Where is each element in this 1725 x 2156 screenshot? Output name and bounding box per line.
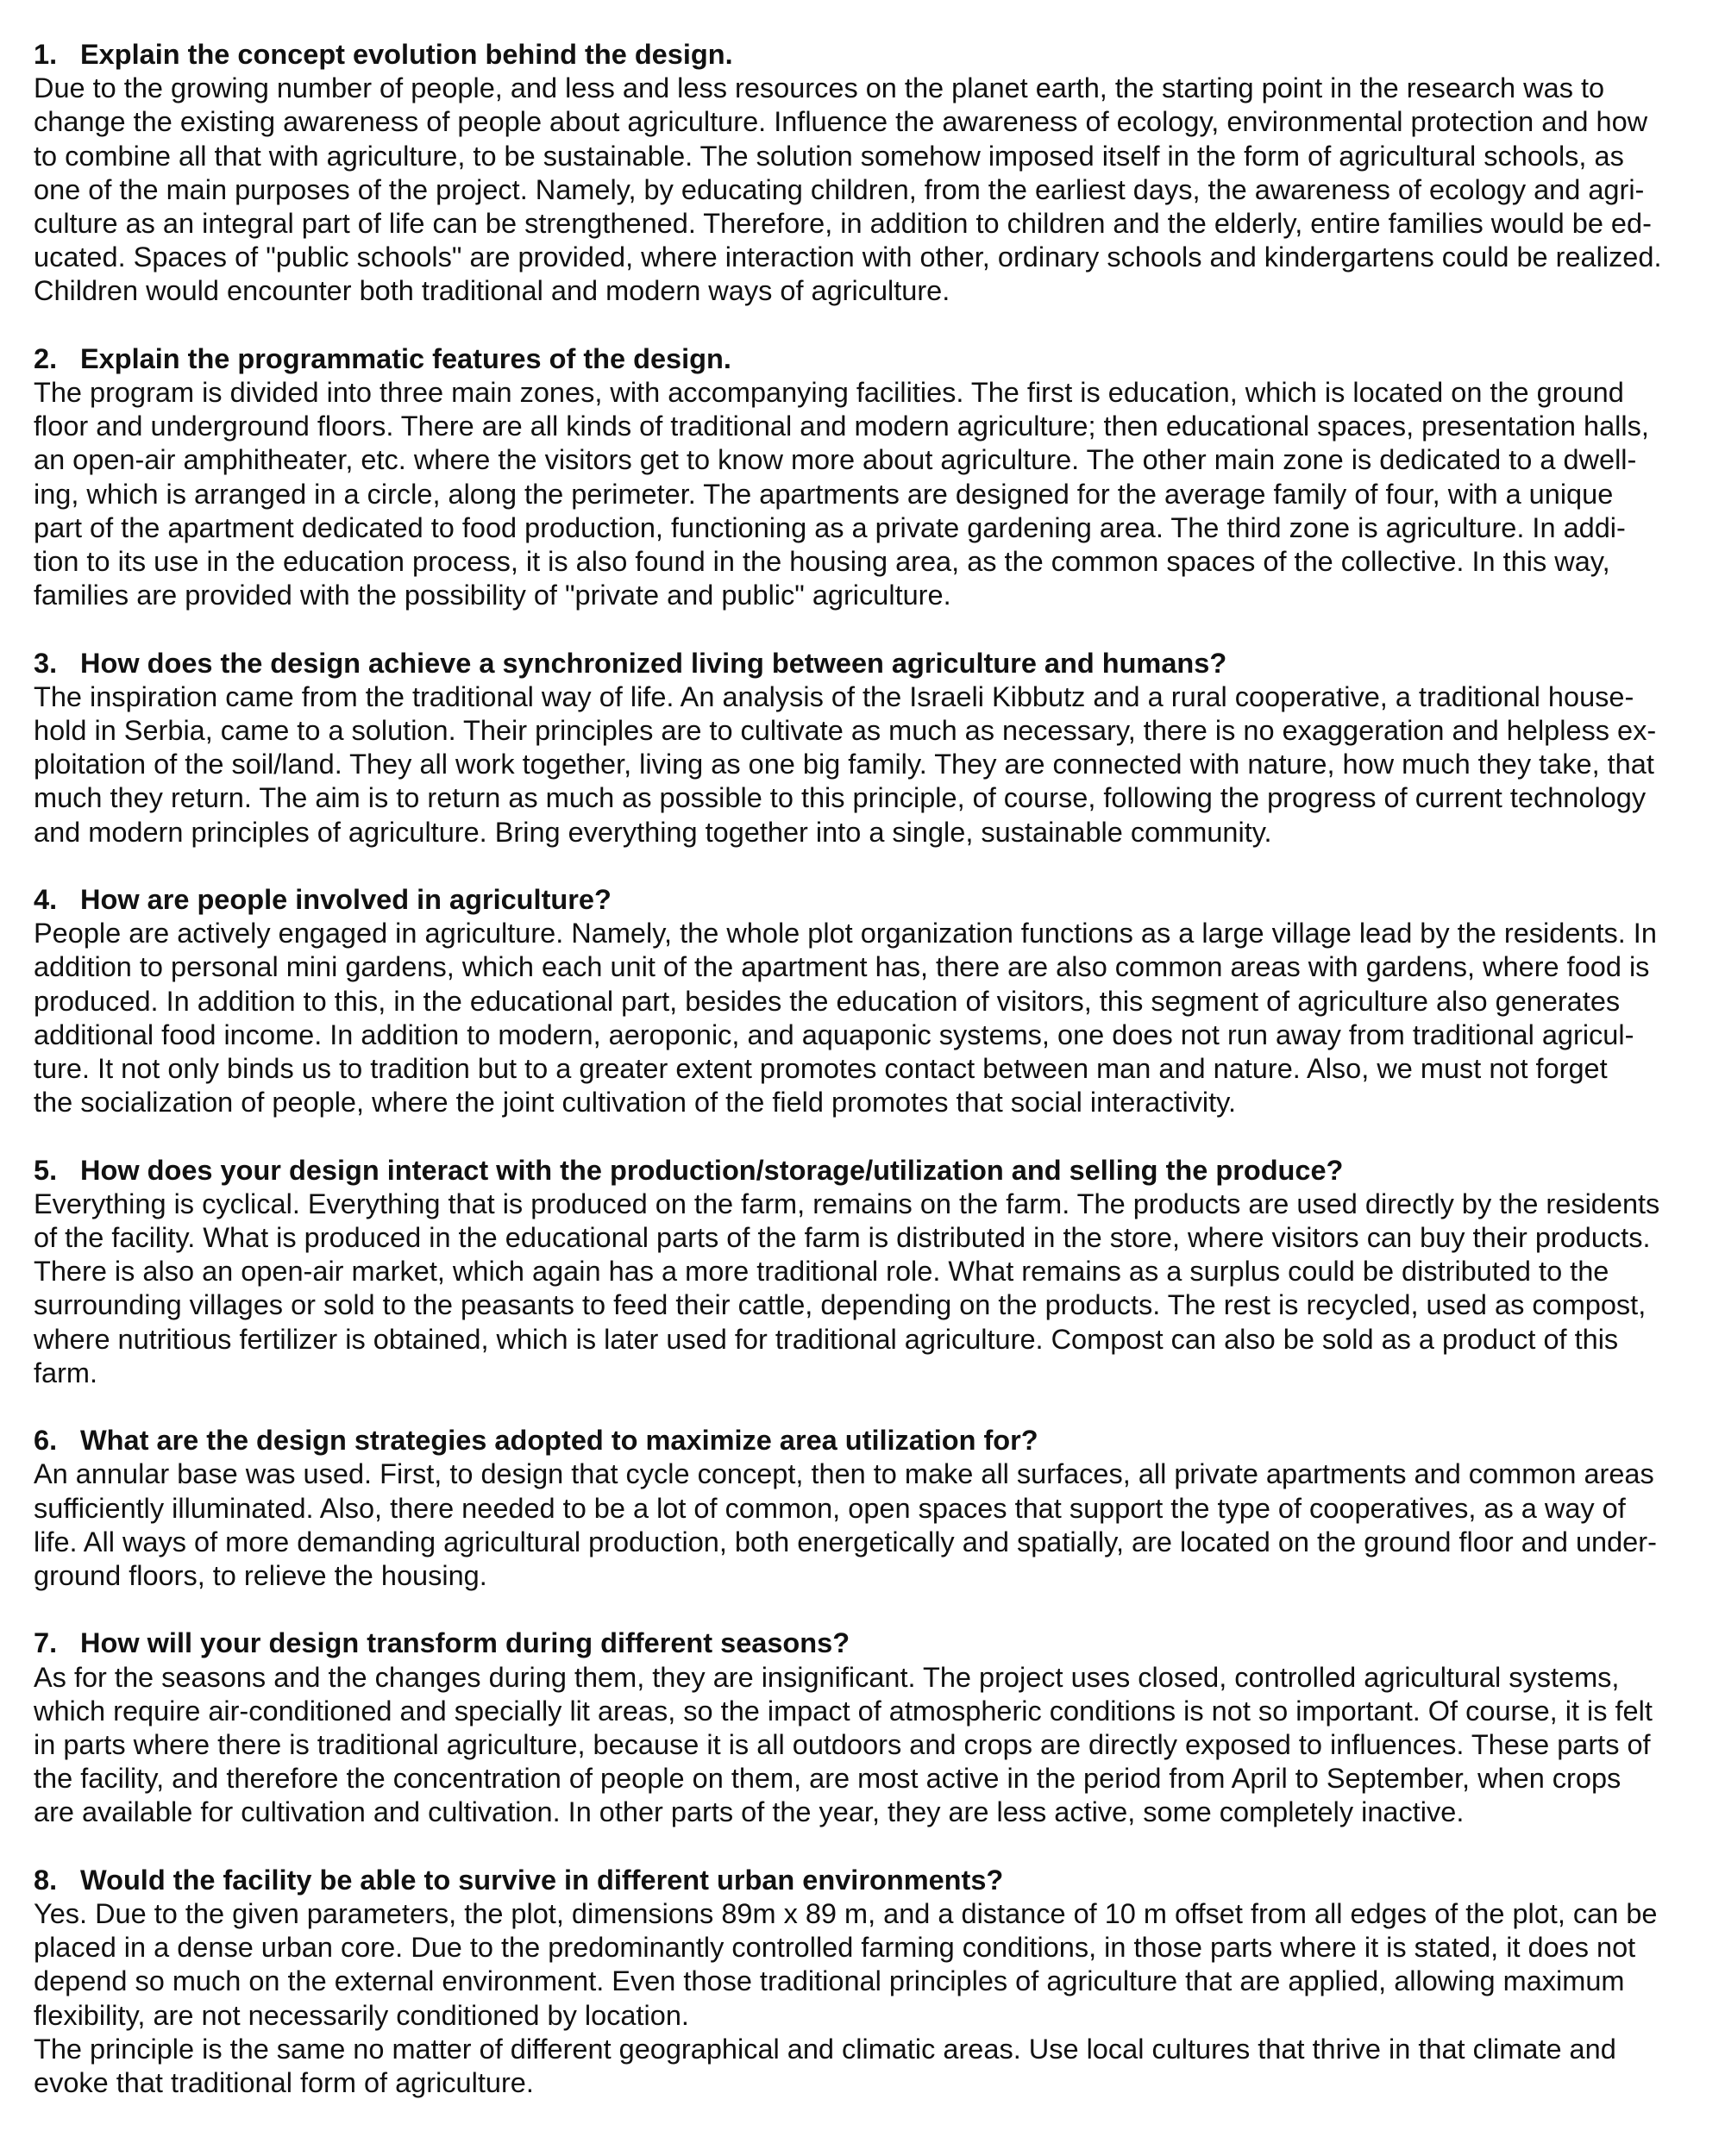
section-heading xyxy=(34,1864,1716,1897)
section-3 xyxy=(34,647,1716,849)
section-heading xyxy=(34,1626,1716,1660)
section-question: Explain the programmatic features of the design. xyxy=(80,342,731,374)
section-heading xyxy=(34,647,1716,680)
section-number: 7. xyxy=(34,1627,58,1659)
section-paragraph: The inspiration came from the traditional way of life. An analysis of the Israeli Kibbutz and a rural cooperative, a traditional house- hold in Serbia, came to a solution. Their principles are to cultivate as much as necessary, there is no exaggeration and helpless ex- ploitation of the soil/land. They all work together, living as one big family. They are connected with nature, how much they take, that much they return. The aim is to return as much as possible to this principle, of course, following the progress of current technology and modern principles of agriculture. Bring everything together into a single, sustainable community. xyxy=(34,680,1657,848)
section-question: How will your design transform during different seasons? xyxy=(80,1627,850,1659)
section-number: 4. xyxy=(34,884,58,916)
section-question: How does your design interact with the production/storage/utilization and selling the produce? xyxy=(80,1154,1344,1186)
section-1 xyxy=(34,38,1716,309)
section-question: How does the design achieve a synchronized living between agriculture and humans? xyxy=(80,647,1227,679)
section-number: 5. xyxy=(34,1154,58,1186)
section-number: 1. xyxy=(34,39,58,70)
section-heading xyxy=(34,38,1716,72)
section-paragraph: As for the seasons and the changes during them, they are insignificant. The project uses closed, controlled agricultural systems, which require air-conditioned and specially lit areas, so the impact of atmospheric conditions is not so important. Of course, it is felt in parts where there is traditional agriculture, because it is all outdoors and crops are directly exposed to influences. These parts of the facility, and therefore the concentration of people on them, are most active in the period from April to September, when crops are available for cultivation and cultivation. In other parts of the year, they are less active, some completely inactive. xyxy=(34,1661,1653,1828)
section-number: 2. xyxy=(34,342,58,374)
section-heading xyxy=(34,1154,1716,1188)
section-question: Would the facility be able to survive in different urban environments? xyxy=(80,1864,1004,1896)
section-paragraph: Due to the growing number of people, and less and less resources on the planet earth, the starting point in the research was to change the existing awareness of people about agriculture. Influence the awareness of ecology, environmental protection and how to combine all that with agriculture, to be sustainable. The solution somehow imposed itself in the form of agricultural schools, as one of the main purposes of the project. Namely, by educating children, from the earliest days, the awareness of ecology and agri- culture as an integral part of life can be strengthened. Therefore, in addition to children and the elderly, entire families would be ed- ucated. Spaces of "public schools" are provided, where interaction with other, ordinary schools and kindergartens could be realized. Children would encounter both traditional and modern ways of agriculture. xyxy=(34,72,1662,307)
section-7 xyxy=(34,1626,1716,1829)
section-paragraph: Yes. Due to the given parameters, the plot, dimensions 89m x 89 m, and a distance of 10 m offset from all edges of the plot, can be placed in a dense urban core. Due to the predominantly controlled farming conditions, in those parts where it is stated, it does not depend so much on the external environment. Even those traditional principles of agriculture that are applied, allowing maximum flexibility, are not necessarily conditioned by location. xyxy=(34,1898,1658,2031)
section-paragraph: The principle is the same no matter of different geographical and climatic areas. Use local cultures that thrive in that climate and evoke that traditional form of agriculture. xyxy=(34,2033,1616,2099)
document-page xyxy=(34,38,1716,2100)
section-heading xyxy=(34,883,1716,917)
section-paragraph: The program is divided into three main zones, with accompanying facilities. The first is education, which is located on the ground floor and underground floors. There are all kinds of traditional and modern agriculture; then educational spaces, presentation halls, an open-air amphitheater, etc. where the visitors get to know more about agriculture. The other main zone is dedicated to a dwell- ing, which is arranged in a circle, along the perimeter. The apartments are designed for the average family of four, with a unique part of the apartment dedicated to food production, functioning as a private gardening area. The third zone is agriculture. In addi- tion to its use in the education process, it is also found in the housing area, as the common spaces of the collective. In this way, families are provided with the possibility of "private and public" agriculture. xyxy=(34,377,1649,611)
section-paragraph: An annular base was used. First, to design that cycle concept, then to make all surfaces, all private apartments and common areas sufficiently illuminated. Also, there needed to be a lot of common, open spaces that support the type of cooperatives, as a way of life. All ways of more demanding agricultural production, both energetically and spatially, are located on the ground floor and under- ground floors, to relieve the housing. xyxy=(34,1458,1657,1592)
section-2 xyxy=(34,342,1716,613)
section-6 xyxy=(34,1424,1716,1593)
section-number: 3. xyxy=(34,647,58,679)
section-heading xyxy=(34,1424,1716,1457)
section-5 xyxy=(34,1154,1716,1390)
section-8 xyxy=(34,1864,1716,2100)
section-question: What are the design strategies adopted to maximize area utilization for? xyxy=(80,1425,1038,1457)
section-number: 8. xyxy=(34,1864,58,1896)
section-paragraph: People are actively engaged in agriculture. Namely, the whole plot organization functions as a large village lead by the residents. In addition to personal mini gardens, which each unit of the apartment has, there are also common areas with gardens, where food is produced. In addition to this, in the educational part, besides the education of visitors, this segment of agriculture also generates additional food income. In addition to modern, aeroponic, and aquaponic systems, one does not run away from traditional agricul- ture. It not only binds us to tradition but to a greater extent promotes contact between man and nature. Also, we must not forget the socialization of people, where the joint cultivation of the field promotes that social interactivity. xyxy=(34,918,1657,1119)
section-question: Explain the concept evolution behind the design. xyxy=(80,39,733,70)
section-question: How are people involved in agriculture? xyxy=(80,884,612,916)
section-4 xyxy=(34,883,1716,1119)
section-heading xyxy=(34,342,1716,376)
section-number: 6. xyxy=(34,1425,58,1457)
section-paragraph: Everything is cyclical. Everything that is produced on the farm, remains on the farm. The products are used directly by the residents of the facility. What is produced in the educational parts of the farm is distributed in the store, where visitors can buy their products. There is also an open-air market, which again has a more traditional role. What remains as a surplus could be distributed to the surrounding villages or sold to the peasants to feed their cattle, depending on the products. The rest is recycled, used as compost, where nutritious fertilizer is obtained, which is later used for traditional agriculture. Compost can also be sold as a product of this farm. xyxy=(34,1188,1660,1388)
